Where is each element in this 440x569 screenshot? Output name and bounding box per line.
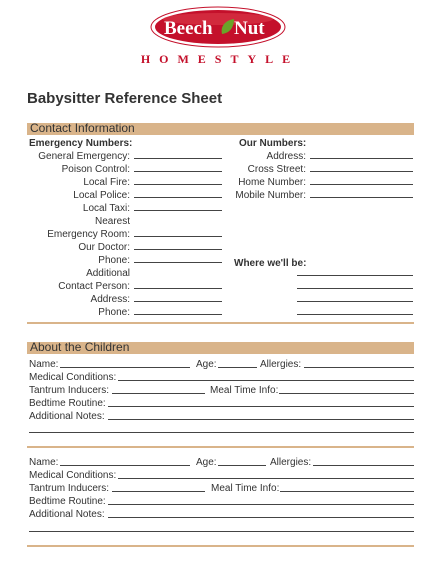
contact-address-label: Address: (90, 294, 130, 305)
child1-age-field[interactable] (218, 367, 257, 368)
child1-notes-field[interactable] (108, 419, 414, 420)
contact-section-title: Contact Information (30, 121, 135, 135)
child1-name-label: Name: (29, 359, 59, 370)
emergency-room-field[interactable] (134, 236, 222, 237)
contact-phone-field[interactable] (134, 314, 222, 315)
where-header: Where we'll be: (234, 258, 307, 269)
home-number-field[interactable] (310, 184, 413, 185)
contact-phone-label: Phone: (98, 307, 130, 318)
cross-street-label: Cross Street: (247, 164, 306, 175)
child2-bedtime-label: Bedtime Routine: (29, 496, 106, 507)
child2-tantrum-field[interactable] (112, 491, 205, 492)
brand-subtitle: HOMESTYLE (140, 52, 300, 66)
beechnut-logo (150, 6, 286, 48)
child1-allergies-label: Allergies: (260, 359, 302, 370)
our-doctor-label: Our Doctor: (78, 242, 130, 253)
logo-text-left: Beech (164, 18, 213, 39)
child1-medical-field[interactable] (118, 380, 414, 381)
child1-notes-line-2[interactable] (29, 432, 414, 433)
emergency-room-label: Emergency Room: (47, 229, 130, 240)
child2-meal-label: Meal Time Info: (211, 483, 280, 494)
child1-tantrum-field[interactable] (112, 393, 205, 394)
child1-age-label: Age: (196, 359, 217, 370)
child2-tantrum-label: Tantrum Inducers: (29, 483, 110, 494)
our-address-label: Address: (266, 151, 306, 162)
child2-allergies-label: Allergies: (270, 457, 312, 468)
child1-name-field[interactable] (60, 367, 190, 368)
contact-address-field[interactable] (134, 301, 222, 302)
child2-medical-field[interactable] (118, 478, 414, 479)
page-title: Babysitter Reference Sheet (27, 90, 223, 107)
contact-section-header (27, 123, 414, 135)
child1-notes-label: Additional Notes: (29, 411, 105, 422)
child2-allergies-field[interactable] (313, 465, 414, 466)
nearest-label: Nearest (94, 216, 130, 227)
poison-control-label: Poison Control: (61, 164, 130, 175)
contact-person-label: Contact Person: (58, 281, 130, 292)
mobile-number-label: Mobile Number: (235, 190, 306, 201)
child2-notes-line-2[interactable] (29, 531, 414, 532)
child1-bedtime-field[interactable] (108, 406, 414, 407)
child2-age-field[interactable] (218, 465, 266, 466)
where-line-1[interactable] (297, 275, 413, 276)
child2-meal-field[interactable] (280, 491, 414, 492)
logo-text-right: Nut (234, 18, 265, 39)
local-taxi-label: Local Taxi: (82, 203, 130, 214)
child1-bedtime-label: Bedtime Routine: (29, 398, 106, 409)
children-section-title: About the Children (30, 340, 130, 354)
where-line-4[interactable] (297, 314, 413, 315)
child2-notes-label: Additional Notes: (29, 509, 105, 520)
emergency-numbers-header: Emergency Numbers: (29, 138, 133, 149)
child2-notes-field[interactable] (108, 517, 414, 518)
mobile-number-field[interactable] (310, 197, 413, 198)
child1-allergies-field[interactable] (304, 367, 414, 368)
general-emergency-label: General Emergency: (38, 151, 130, 162)
child2-name-field[interactable] (60, 465, 190, 466)
our-numbers-header: Our Numbers: (239, 138, 307, 149)
our-doctor-field[interactable] (134, 249, 222, 250)
contact-person-field[interactable] (134, 288, 222, 289)
local-police-label: Local Police: (73, 190, 130, 201)
cross-street-field[interactable] (310, 171, 413, 172)
child2-age-label: Age: (196, 457, 217, 468)
doctor-phone-label: Phone: (98, 255, 130, 266)
local-taxi-field[interactable] (134, 210, 222, 211)
child2-divider (27, 545, 414, 547)
home-number-label: Home Number: (238, 177, 306, 188)
child1-meal-label: Meal Time Info: (210, 385, 279, 396)
section-divider (27, 322, 414, 324)
additional-label: Additional (86, 268, 130, 279)
doctor-phone-field[interactable] (134, 262, 222, 263)
child1-medical-label: Medical Conditions: (29, 372, 117, 383)
child2-medical-label: Medical Conditions: (29, 470, 117, 481)
where-line-2[interactable] (297, 288, 413, 289)
children-section-header (27, 342, 414, 354)
where-line-3[interactable] (297, 301, 413, 302)
our-address-field[interactable] (310, 158, 413, 159)
child2-name-label: Name: (29, 457, 59, 468)
local-fire-label: Local Fire: (83, 177, 130, 188)
child1-divider (27, 446, 414, 448)
child1-tantrum-label: Tantrum Inducers: (29, 385, 110, 396)
child2-bedtime-field[interactable] (108, 504, 414, 505)
child1-meal-field[interactable] (279, 393, 414, 394)
